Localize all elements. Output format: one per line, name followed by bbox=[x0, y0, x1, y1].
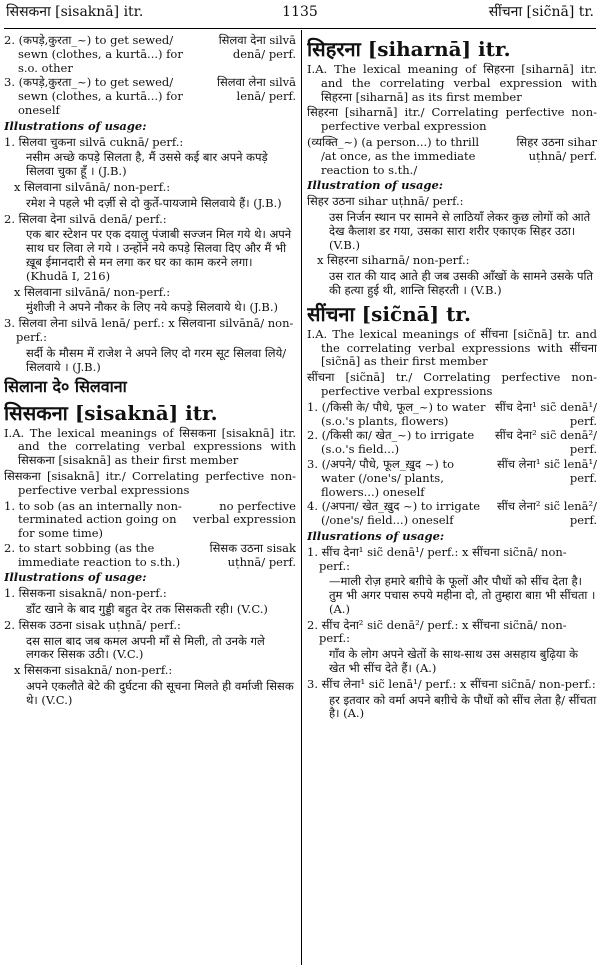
column-divider bbox=[301, 30, 302, 965]
sic-usage-2: 2. सींच देना² sic̃ denā²/ perf.: x सींचना sic̃nā/ non-perf.: bbox=[307, 617, 567, 646]
sihar-usage-x-example: उस रात की याद आते ही जब उसकी आँखों के सामने उसके पति की हत्या हुई थी, शान्ति सिहरती । (V.B.) bbox=[329, 269, 594, 297]
usage-2: 2. सिलवा देना silvā denā/ perf.: bbox=[4, 211, 167, 226]
sisak-usage-2: 2. सिसक उठना sisak uṭhnā/ perf.: bbox=[4, 617, 181, 632]
sicna-meaning-4: 4. (/अपना/ खेत_ख़ुद ~) to irrigate (/one's/ field...) oneself सींच लेना² sic̃ lenā²/ perf. bbox=[307, 499, 597, 528]
sihar-usage-x: x सिहरना siharnā/ non-perf.: bbox=[317, 253, 470, 268]
sisak-usage-1-example: डाँट खाने के बाद गुड्डी बहुत देर तक सिसकती रही। (V.C.) bbox=[26, 602, 268, 617]
sicna-ia: I.A. The lexical meanings of सींचना [sic̃nā] tr. and the correlating verbal expressions with सींचना [sic̃nā] as their first member bbox=[307, 326, 597, 369]
sisakna-meaning-2: 2. to start sobbing (as the immediate reaction to s.th.) सिसक उठना sisak uṭhnā/ perf. bbox=[4, 540, 296, 569]
sisak-usage-2x: x सिसकना sisaknā/ non-perf.: bbox=[14, 663, 173, 678]
sicna-headword: सींचना [sic̃nā] tr. bbox=[307, 301, 471, 326]
sisak-usage-1: 1. सिसकना sisaknā/ non-perf.: bbox=[4, 586, 167, 601]
usage-1: 1. सिलवा चुकना silvā cuknā/ perf.: bbox=[4, 134, 184, 149]
sense-2: 2. (कपड़े,कुरता_~) to get sewed/ sewn (clothes, a kurtā...) for s.o. other सिलवा देना silvā denā/ perf. bbox=[4, 33, 296, 75]
usage-3-example: सर्दी के मौसम में राजेश ने अपने लिए दो गरम सूट सिलवा लिये/सिलवाये । (J.B.) bbox=[26, 345, 287, 374]
siharna-headword: सिहरना [siharnā] itr. bbox=[307, 37, 511, 61]
sisakna-correlating: सिसकना [sisaknā] itr./ Correlating perfective non-perfective verbal expressions bbox=[4, 468, 296, 497]
header-rule bbox=[4, 28, 596, 29]
illustrations-heading-2: Illustrations of usage: bbox=[4, 570, 147, 585]
illusrations-heading: Illusrations of usage: bbox=[307, 528, 445, 543]
sic-usage-1: 1. सींच देना¹ sic̃ denā¹/ perf.: x सींचना sic̃nā/ non-perf.: bbox=[307, 544, 567, 573]
usage-1-example: नसीम अच्छे कपड़े सिलता है, मैं उससे कई बार अपने कपड़े सिलवा चुका हूँ । (J.B.) bbox=[26, 150, 268, 179]
sic-usage-3-example: हर इतवार को वर्मा अपने बग़ीचे के पौधों को सींच लेता है/ सींचता है। (A.) bbox=[329, 692, 597, 721]
sihar-usage-example: उस निर्जन स्थान पर सामने से लाठियाँ लेकर कुछ लोगों को आते देख कैलाश डर गया, उसका सारा शरीर एकाएक सिहर उठा। (V.B.) bbox=[329, 209, 591, 252]
sihar-usage: सिहर उठना sihar uṭhnā/ perf.: bbox=[307, 194, 464, 209]
siharna-meaning: (व्यक्ति_~) (a person...) to thrill /at once, as the immediate reaction to s.th./ सिहर उठना sihar uṭhnā/ perf. bbox=[307, 134, 597, 177]
illustrations-heading: Illustrations of usage: bbox=[4, 118, 147, 133]
sisakna-headword: सिसकना [sisaknā] itr. bbox=[4, 400, 218, 425]
header-left-entry: सिसकना [sisaknā] itr. bbox=[6, 4, 144, 20]
silana-entry: सिलाना दे० सिलवाना bbox=[4, 377, 127, 397]
usage-2-example: एक बार स्टेशन पर एक दयालु पंजाबी सज्जन मिल गये थे। अपने साथ घर लिवा ले गये । उन्होंने नये कपड़े सिलवा दिए और मैं भी ख़ूब ईमानदारी से मन लगा कर घर का काम करने लगा। (Khudā I, 216) bbox=[26, 227, 292, 283]
siharna-correlating: सिहरना [siharnā] itr./ Correlating perfective non-perfective verbal expression bbox=[307, 105, 597, 134]
usage-1x-example: रमेश ने पहले भी दर्ज़ी से दो कुर्ते-पायजामे सिलवाये हैं। (J.B.) bbox=[26, 195, 282, 210]
sisakna-meaning-1: 1. to sob (as an internally non-terminated action going on for some time) no perfective verbal expression bbox=[4, 498, 296, 541]
sicna-meaning-3: 3. (/अपने/ पौधे, फूल_ख़ुद ~) to water (/one's/ plants, flowers...) oneself सींच लेना¹ sic̃ lenā¹/ perf. bbox=[307, 456, 597, 499]
sic-usage-2-example: गाँव के लोग अपने खेतों के साथ-साथ उस असहाय बुढ़िया के खेत भी सींच देते हैं। (A.) bbox=[329, 647, 578, 676]
usage-2x: x सिलवाना silvānā/ non-perf.: bbox=[14, 284, 171, 299]
sisakna-ia: I.A. The lexical meanings of सिसकना [sisaknā] itr. and the correlating verbal expressions with सिसकना [sisaknā] as their first member bbox=[4, 425, 296, 468]
siharna-ia: I.A. The lexical meaning of सिहरना [siharnā] itr. and the correlating verbal expression with सिहरना [siharnā] as its first member bbox=[307, 62, 597, 104]
sic-usage-1-example: —माली रोज़ हमारे बग़ीचे के फूलों और पौधों को सींच देता है। तुम भी अगर पचास रुपये महीना दो, तो तुम्हारा बाग़ भी सींचता । (A.) bbox=[329, 574, 596, 616]
sicna-meaning-1: 1. (/किसी के/ पौधे, फूल_~) to water (s.o.'s plants, flowers) सींच देना¹ sic̃ denā¹/ perf. bbox=[307, 399, 597, 428]
usage-3: 3. सिलवा लेना silvā lenā/ perf.: x सिलवाना silvānā/ non-perf.: bbox=[4, 316, 294, 344]
page-header bbox=[6, 4, 594, 26]
sicna-meaning-2: 2. (/किसी का/ खेत_~) to irrigate (s.o.'s field...) सींच देना² sic̃ denā²/ perf. bbox=[307, 428, 597, 457]
usage-1x: x सिलवाना silvānā/ non-perf.: bbox=[14, 179, 171, 194]
right-column bbox=[307, 33, 597, 969]
sic-usage-3: 3. सींच लेना¹ sic̃ lenā¹/ perf.: x सींचना sic̃nā/ non-perf.: bbox=[307, 676, 596, 691]
sisak-usage-2x-example: अपने एकलौते बेटे की दुर्घटना की सूचना मिलते ही वर्माजी सिसक थे। (V.C.) bbox=[26, 679, 294, 707]
illustration-heading: Illustration of usage: bbox=[307, 178, 444, 193]
usage-2x-example: मुंशीजी ने अपने नौकर के लिए नये कपड़े सिलवाये थे। (J.B.) bbox=[26, 300, 279, 315]
sisak-usage-2-example: दस साल बाद जब कमल अपनी माँ से मिली, तो उनके गले लगकर सिसक उठी। (V.C.) bbox=[26, 633, 265, 662]
sicna-correlating: सींचना [sic̃nā] tr./ Correlating perfective non-perfective verbal expressions bbox=[307, 370, 597, 398]
header-right-entry: सींचना [sic̃nā] tr. bbox=[488, 4, 594, 20]
page-number: 1135 bbox=[282, 4, 318, 20]
sense-3: 3. (कपड़े,कुरता_~) to get sewed/ sewn (clothes, a kurtā...) for oneself सिलवा लेना silvā lenā/ perf. bbox=[4, 75, 296, 117]
left-column bbox=[4, 33, 296, 969]
